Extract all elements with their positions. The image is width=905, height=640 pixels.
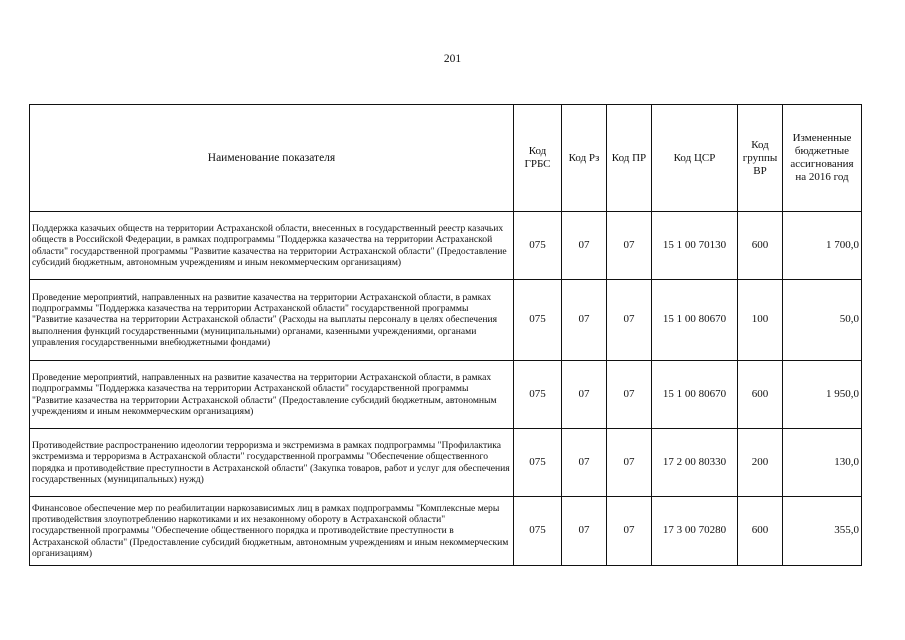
row-name: Финансовое обеспечение мер по реабилитации наркозависимых лиц в рамках подпрограммы "Комплексные меры противодействия злоупотреблению наркотиками и их незаконному обороту в Астраханской области" государственной программы "Обеспечение общественного порядка и противодействие преступности в Астраханской области" (Предоставление субсидий бюджетным, автономным учреждениям и иным некоммерческим организациям): [30, 497, 514, 566]
row-pr: 07: [607, 361, 652, 429]
row-vr: 100: [738, 280, 783, 361]
row-rz: 07: [562, 212, 607, 280]
page-number: 201: [443, 53, 462, 65]
row-csr: 17 2 00 80330: [652, 429, 738, 497]
table-row: [30, 497, 862, 566]
row-vr: 600: [738, 361, 783, 429]
header-rz: Код Рз: [562, 105, 607, 212]
row-name: Поддержка казачьих обществ на территории Астраханской области, внесенных в государственный реестр казачьих обществ в Российской Федерации, в рамках подпрограммы "Поддержка казачества на территории Астраханской области" государственной программы "Развитие казачества на территории Астраханской области" (Предоставление субсидий бюджетным, автономным учреждениям и иным некоммерческим организациям): [30, 212, 514, 280]
row-grbs: 075: [514, 497, 562, 566]
row-amount: 50,0: [783, 280, 862, 361]
table-row: [30, 429, 862, 497]
row-amount: 1 950,0: [783, 361, 862, 429]
header-amount: Измененные бюджетные ассигнования на 2016 год: [783, 105, 862, 212]
row-rz: 07: [562, 429, 607, 497]
header-name: Наименование показателя: [30, 105, 514, 212]
header-vr: Код группы ВР: [738, 105, 783, 212]
row-pr: 07: [607, 429, 652, 497]
header-csr: Код ЦСР: [652, 105, 738, 212]
row-vr: 600: [738, 212, 783, 280]
row-vr: 600: [738, 497, 783, 566]
header-row: [30, 105, 862, 212]
row-csr: 15 1 00 80670: [652, 361, 738, 429]
row-name: Противодействие распространению идеологии терроризма и экстремизма в рамках подпрограммы "Профилактика экстремизма и терроризма в Астраханской области" государственной программы "Обеспечение общественного порядка и противодействие преступности в Астраханской области" (Закупка товаров, работ и услуг для обеспечения государственных (муниципальных) нужд): [30, 429, 514, 497]
table-row: [30, 361, 862, 429]
row-amount: 130,0: [783, 429, 862, 497]
row-pr: 07: [607, 497, 652, 566]
row-csr: 17 3 00 70280: [652, 497, 738, 566]
row-grbs: 075: [514, 429, 562, 497]
budget-table: [29, 104, 862, 566]
header-pr: Код ПР: [607, 105, 652, 212]
row-rz: 07: [562, 280, 607, 361]
row-pr: 07: [607, 212, 652, 280]
row-vr: 200: [738, 429, 783, 497]
row-amount: 355,0: [783, 497, 862, 566]
row-grbs: 075: [514, 212, 562, 280]
row-csr: 15 1 00 80670: [652, 280, 738, 361]
row-grbs: 075: [514, 280, 562, 361]
table-row: [30, 280, 862, 361]
row-rz: 07: [562, 361, 607, 429]
row-amount: 1 700,0: [783, 212, 862, 280]
row-grbs: 075: [514, 361, 562, 429]
row-rz: 07: [562, 497, 607, 566]
row-name: Проведение мероприятий, направленных на развитие казачества на территории Астраханской области, в рамках подпрограммы "Поддержка казачества на территории Астраханской области" государственной программы "Развитие казачества на территории Астраханской области" (Расходы на выплаты персоналу в целях обеспечения выполнения функций государственными (муниципальными) органами, казенными учреждениями, органами управления государственными внебюджетными фондами): [30, 280, 514, 361]
row-csr: 15 1 00 70130: [652, 212, 738, 280]
row-name: Проведение мероприятий, направленных на развитие казачества на территории Астраханской области, в рамках подпрограммы "Поддержка казачества на территории Астраханской области" государственной программы "Развитие казачества на территории Астраханской области" (Предоставление субсидий бюджетным, автономным учреждениям и иным некоммерческим организациям): [30, 361, 514, 429]
header-grbs: Код ГРБС: [514, 105, 562, 212]
table-row: [30, 212, 862, 280]
row-pr: 07: [607, 280, 652, 361]
